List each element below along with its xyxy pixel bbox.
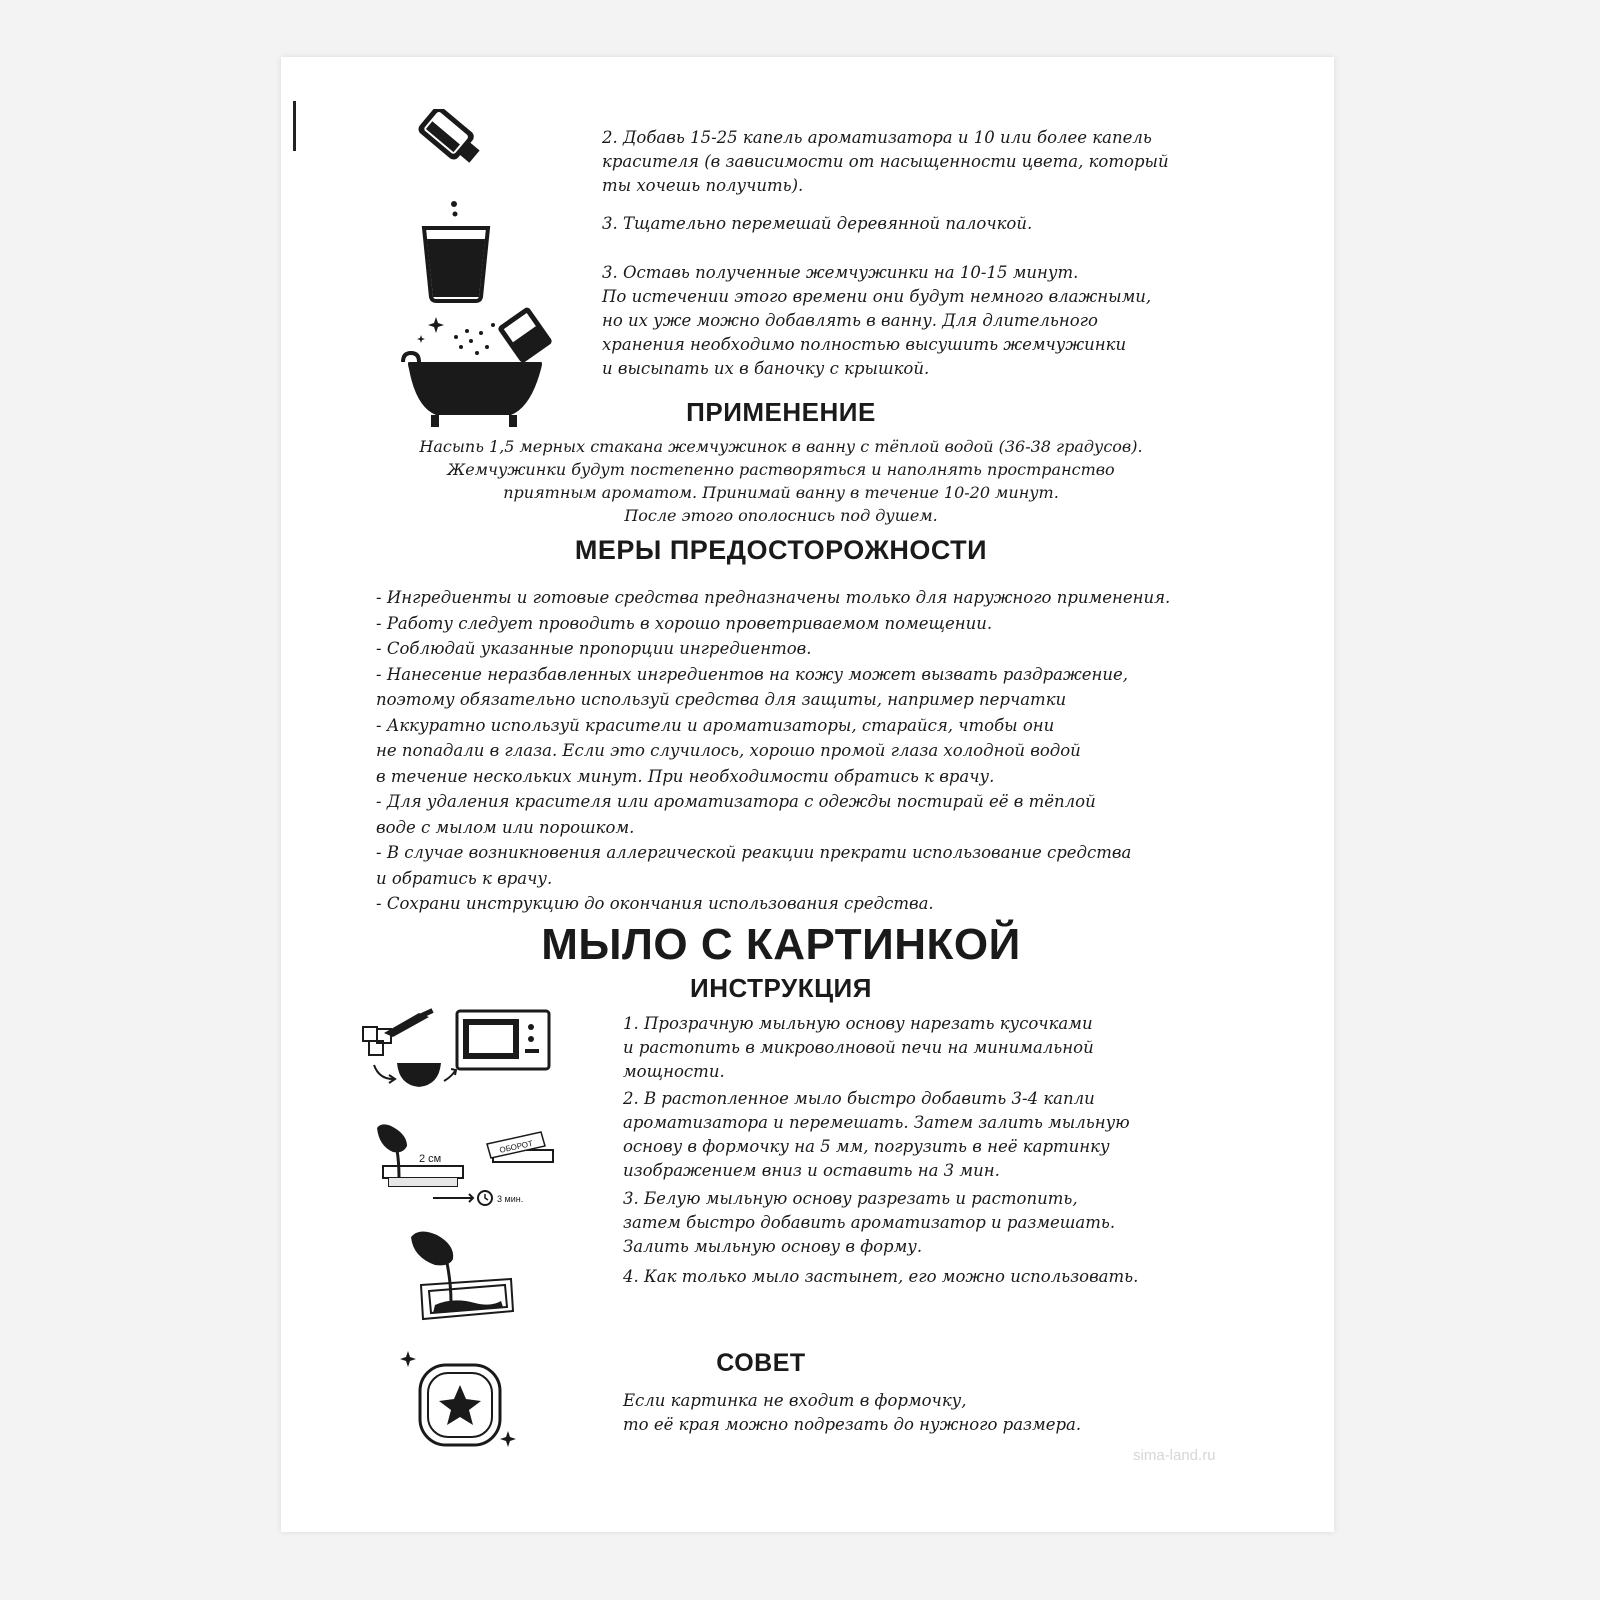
timer-icon bbox=[478, 1191, 492, 1205]
sparkle-icon bbox=[428, 317, 444, 333]
soap-step-3: 3. Белую мыльную основу разрезать и растопить, затем быстро добавить ароматизатор и размешать. Залить мыльную основу в форму. bbox=[623, 1189, 1116, 1256]
step-leave-pearls: 3. Оставь полученные жемчужинки на 10-15 минут. По истечении этого времени они будут немного влажными, но их уже можно добавлять в ванну. Для длительного хранения необходимо полностью высушить жемчужинки и высыпать их в баночку с крышкой. bbox=[602, 263, 1152, 378]
usage-line: После этого ополоснись под душем. bbox=[624, 506, 938, 525]
precaution-item: - Соблюдай указанные пропорции ингредиентов. bbox=[376, 639, 812, 658]
star-soap-icon bbox=[396, 1347, 526, 1457]
step-mix: 3. Тщательно перемешай деревянной палочкой. bbox=[602, 214, 1033, 233]
cup-icon bbox=[421, 225, 491, 303]
instruction-sheet bbox=[281, 57, 1334, 1532]
soap-title: МЫЛО С КАРТИНКОЙ bbox=[541, 920, 1021, 969]
precaution-item: - В случае возникновения аллергической реакции прекрати использование средства и обратись к врачу. bbox=[376, 843, 1132, 888]
soap-subtitle: ИНСТРУКЦИЯ bbox=[690, 973, 872, 1003]
watermark: sima-land.ru bbox=[1133, 1447, 1216, 1464]
usage-line: Насыпь 1,5 мерных стакана жемчужинок в ванну с тёплой водой (36-38 градусов). bbox=[419, 437, 1143, 456]
soap-step-4: 4. Как только мыло застынет, его можно использовать. bbox=[623, 1267, 1139, 1286]
usage-text bbox=[281, 435, 1281, 527]
soap-step1-illustration bbox=[359, 1007, 559, 1092]
usage-heading: ПРИМЕНЕНИЕ bbox=[686, 397, 876, 427]
microwave-icon bbox=[457, 1011, 549, 1069]
powder-icon bbox=[496, 305, 554, 365]
precautions-heading: МЕРЫ ПРЕДОСТОРОЖНОСТИ bbox=[574, 535, 988, 565]
precaution-item: - Для удаления красителя или ароматизатора с одежды постирай её в тёплой воде с мылом или порошком. bbox=[376, 792, 1096, 837]
precaution-item: - Аккуратно используй красители и ароматизаторы, старайся, чтобы они не попадали в глаза. Если это случилось, хорошо промой глаза холодной водой в течение нескольких минут. При необходимости обратись к врачу. bbox=[376, 715, 1081, 786]
tip-text: Если картинка не входит в формочку, то её края можно подрезать до нужного размера. bbox=[623, 1391, 1082, 1434]
timer-label: 3 мин. bbox=[497, 1194, 524, 1204]
depth-label: 2 см bbox=[419, 1153, 442, 1165]
margin-mark bbox=[293, 101, 296, 151]
sparkle-icon bbox=[400, 1351, 416, 1367]
mold-icon bbox=[373, 1122, 563, 1212]
precautions-list bbox=[376, 585, 1276, 917]
usage-line: Жемчужинки будут постепенно растворяться и наполнять пространство bbox=[447, 460, 1115, 479]
precaution-item: - Сохрани инструкцию до окончания использования средства. bbox=[376, 894, 934, 913]
picture-label: ОБОРОТ bbox=[498, 1138, 534, 1155]
precaution-item: - Ингредиенты и готовые средства предназначены только для наружного применения. bbox=[376, 588, 1171, 607]
soap-cubes-icon bbox=[363, 1027, 391, 1055]
pour-mold-icon bbox=[401, 1227, 531, 1347]
tip-heading: СОВЕТ bbox=[716, 1349, 806, 1377]
precaution-item: - Работу следует проводить в хорошо проветриваемом помещении. bbox=[376, 613, 993, 633]
precaution-item: - Нанесение неразбавленных ингредиентов на кожу может вызвать раздражение, поэтому обязательно используй средства для защиты, например перчатки bbox=[376, 664, 1129, 709]
usage-line: приятным ароматом. Принимай ванну в течение 10-20 минут. bbox=[503, 483, 1059, 502]
soap-step-2: 2. В растопленное мыло быстро добавить 3-4 капли ароматизатора и перемешать. Затем залить мыльную основу в формочку на 5 мм, погрузить в неё картинку изображением вниз и оставить на 3 мин. bbox=[623, 1089, 1130, 1180]
step-add-aroma: 2. Добавь 15-25 капель ароматизатора и 10 или более капель красителя (в зависимости от насыщенности цвета, который ты хочешь получить). bbox=[602, 128, 1169, 195]
bowl-icon bbox=[397, 1063, 441, 1087]
soap-step-1: 1. Прозрачную мыльную основу нарезать кусочками и растопить в микроволновой печи на минимальной мощности. bbox=[623, 1014, 1094, 1081]
